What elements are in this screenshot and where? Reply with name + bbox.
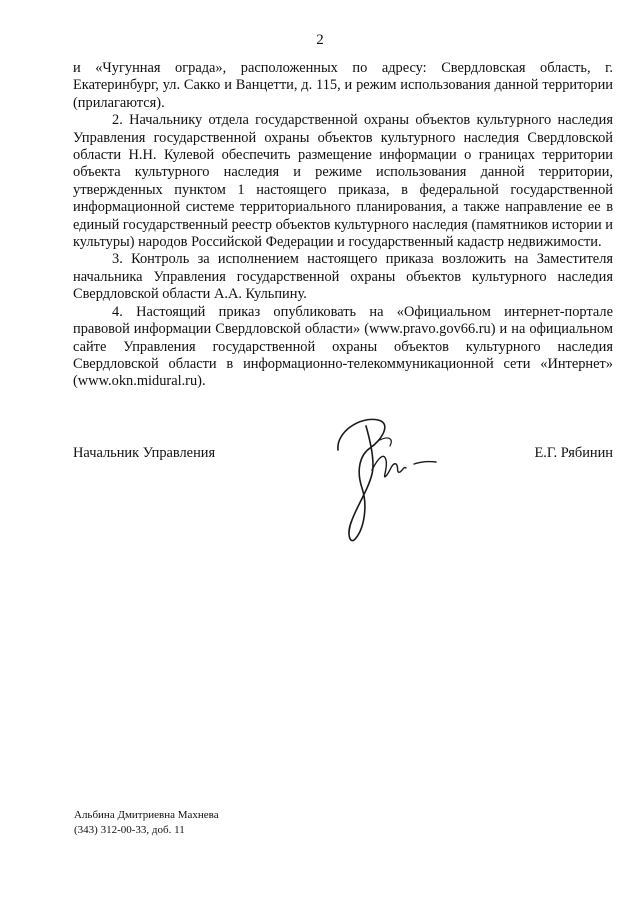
signatory-position: Начальник Управления	[73, 445, 216, 461]
executor-info	[74, 808, 219, 838]
page-number: 2	[316, 32, 324, 48]
executor-phone: (343) 312-00-33, доб. 11	[74, 824, 185, 836]
document-body	[73, 60, 613, 391]
paragraph-item-4: 4. Настоящий приказ опубликовать на «Официальном интернет-портале правовой информации Свердловской области» (www.pravo.gov66.ru) и на официальном сайте Управления государственной охраны объектов культурного наследия Свердловской области в информационно-телекоммуникационной сети «Интернет» (www.okn.midural.ru).	[73, 303, 613, 390]
executor-name: Альбина Дмитриевна Махнева	[74, 809, 219, 821]
paragraph-item-2: 2. Начальнику отдела государственной охраны объектов культурного наследия Управления государственной охраны объектов культурного наследия Свердловской области Н.Н. Кулевой обеспечить размещение информации о границах территории объекта культурного наследия и режиме использования данной территории, утвержденных пунктом 1 настоящего приказа, в федеральной государственной информационной системе территориального планирования, а также направление ее в единый государственный реестр объектов культурного наследия (памятников истории и культуры) народов Российской Федерации и государственный кадастр недвижимости.	[73, 112, 613, 251]
handwritten-signature	[320, 410, 440, 555]
paragraph-continuation: и «Чугунная ограда», расположенных по адресу: Свердловская область, г. Екатеринбург, ул. Сакко и Ванцетти, д. 115, и режим использования данной территории (прилагаются).	[73, 60, 613, 111]
signatory-name: Е.Г. Рябинин	[534, 445, 613, 461]
paragraph-item-3: 3. Контроль за исполнением настоящего приказа возложить на Заместителя начальника Управления государственной охраны объектов культурного наследия Свердловской области А.А. Кульпину.	[73, 251, 613, 303]
